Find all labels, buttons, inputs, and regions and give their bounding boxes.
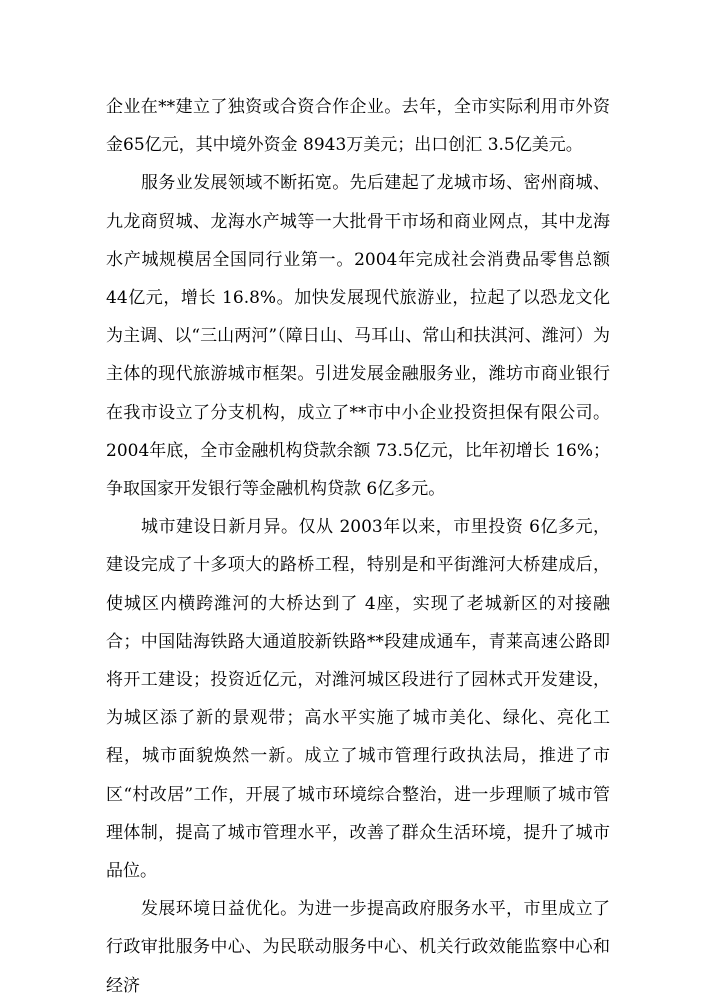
paragraph-foreign-investment: 企业在**建立了独资或合资合作企业。去年，全市实际利用市外资金65亿元，其中境外资金 8943万美元；出口创汇 3.5亿美元。 [106, 97, 610, 156]
paragraph-development-environment: 发展环境日益优化。为进一步提高政府服务水平，市里成立了行政审批服务中心、为民联动服务中心、机关行政效能监察中心和经济 [106, 899, 610, 996]
document-body [106, 88, 610, 1005]
paragraph-city-construction: 城市建设日新月异。仅从 2003年以来，市里投资 6亿多元，建设完成了十多项大的路桥工程，特别是和平街潍河大桥建成后，使城区内横跨潍河的大桥达到了 4座，实现了老城新区的对接融合；中国陆海铁路大通道胶新铁路**段建成通车，青莱高速公路即将开工建设；投资近亿元，对潍河城区段进行了园林式开发建设，为城区添了新的景观带；高水平实施了城市美化、绿化、亮化工程，城市面貌焕然一新。成立了城市管理行政执法局，推进了市区“村改居”工作，开展了城市环境综合整治，进一步理顺了城市管理体制，提高了城市管理水平，改善了群众生活环境，提升了城市品位。 [106, 517, 610, 882]
paragraph-service-industry: 服务业发展领域不断拓宽。先后建起了龙城市场、密州商城、九龙商贸城、龙海水产城等一大批骨干市场和商业网点，其中龙海水产城规模居全国同行业第一。2004年完成社会消费品零售总额 44亿元，增长 16.8%。加快发展现代旅游业，拉起了以恐龙文化为主调、以“三山两河”（障日山、马耳山、常山和扶淇河、潍河）为主体的现代旅游城市框架。引进发展金融服务业，潍坊市商业银行在我市设立了分支机构，成立了**市中小企业投资担保有限公司。2004年底，全市金融机构贷款余额 73.5亿元，比年初增长 16%；争取国家开发银行等金融机构贷款 6亿多元。 [106, 173, 610, 500]
